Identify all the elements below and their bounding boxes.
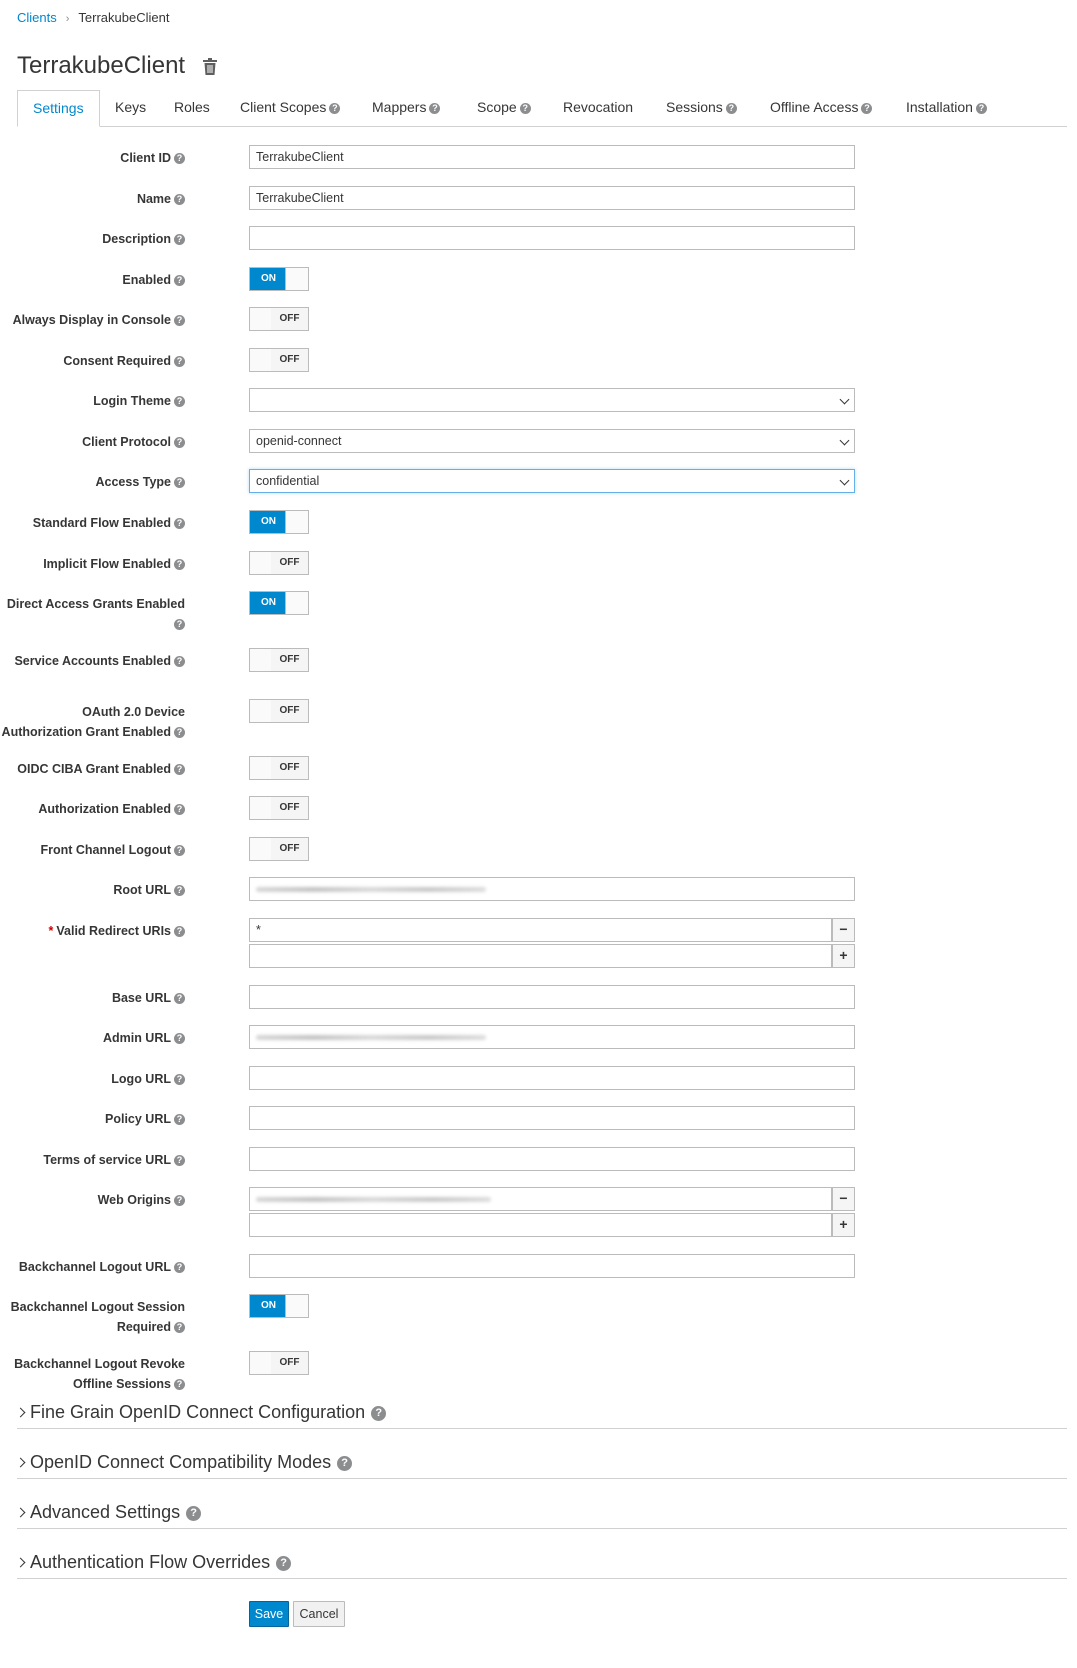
enabled-label: Enabled ?: [122, 271, 185, 290]
access-type-select[interactable]: confidential: [249, 469, 855, 493]
help-icon: ?: [976, 103, 987, 114]
root-url-input[interactable]: [249, 877, 855, 901]
valid-redirect-new-input[interactable]: [249, 944, 832, 968]
tab-label: Keys: [115, 99, 147, 115]
trash-icon[interactable]: [203, 58, 217, 75]
backchannel-url-input[interactable]: [249, 1254, 855, 1278]
help-icon: ?: [371, 1406, 386, 1421]
tos-url-input[interactable]: [249, 1147, 855, 1171]
help-icon: ?: [174, 845, 185, 856]
login-theme-label: Login Theme ?: [93, 392, 185, 411]
remove-origin-button[interactable]: −: [832, 1187, 855, 1211]
client-protocol-select[interactable]: openid-connect: [249, 429, 855, 453]
valid-redirect-input[interactable]: *: [249, 918, 832, 942]
root-url-label: Root URL ?: [113, 881, 185, 900]
base-url-label: Base URL ?: [112, 989, 185, 1008]
always-display-label: Always Display in Console ?: [13, 311, 185, 330]
client-id-input[interactable]: TerrakubeClient: [249, 145, 855, 169]
help-icon: ?: [337, 1456, 352, 1471]
description-input[interactable]: [249, 226, 855, 250]
policy-url-label: Policy URL ?: [105, 1110, 185, 1129]
tab-label: Mappers: [372, 99, 427, 115]
help-icon: ?: [726, 103, 737, 114]
chevron-right-icon: [16, 1508, 26, 1518]
help-icon: ?: [174, 1195, 185, 1206]
oauth-device-label: OAuth 2.0 Device: [82, 705, 185, 719]
admin-url-input[interactable]: [249, 1025, 855, 1049]
redacted-text: [256, 887, 486, 892]
section-auth-flow-overrides[interactable]: [17, 1550, 1067, 1579]
tab-label: Revocation: [563, 99, 634, 115]
access-type-label: Access Type ?: [95, 473, 185, 492]
section-title: Authentication Flow Overrides: [30, 1552, 271, 1572]
backchannel-revoke-label: Backchannel Logout Revoke: [14, 1357, 185, 1371]
consent-required-toggle[interactable]: OFF: [249, 348, 309, 372]
client-id-label: Client ID ?: [120, 149, 185, 168]
tab-keys[interactable]: [115, 90, 146, 125]
tab-label: Scope: [477, 99, 517, 115]
chevron-down-icon: [840, 436, 850, 446]
help-icon: ?: [174, 1114, 185, 1125]
help-icon: ?: [329, 103, 340, 114]
help-icon: ?: [174, 1262, 185, 1273]
redacted-text: [256, 1197, 491, 1202]
help-icon: ?: [174, 559, 185, 570]
client-protocol-label: Client Protocol ?: [82, 433, 185, 452]
cancel-button[interactable]: Cancel: [293, 1601, 345, 1627]
tab-settings[interactable]: [17, 90, 100, 127]
tab-client-scopes[interactable]: [240, 90, 340, 125]
name-input[interactable]: TerrakubeClient: [249, 186, 855, 210]
help-icon: ?: [174, 656, 185, 667]
logo-url-label: Logo URL ?: [111, 1070, 185, 1089]
logo-url-input[interactable]: [249, 1066, 855, 1090]
login-theme-select[interactable]: [249, 388, 855, 412]
section-title: OpenID Connect Compatibility Modes: [30, 1452, 332, 1472]
help-icon: ?: [174, 1322, 185, 1333]
help-icon: ?: [174, 1155, 185, 1166]
help-icon: ?: [174, 1379, 185, 1390]
implicit-flow-toggle[interactable]: OFF: [249, 551, 309, 575]
breadcrumb-clients-link[interactable]: Clients: [17, 10, 57, 25]
admin-url-label: Admin URL ?: [103, 1029, 185, 1048]
consent-required-label: Consent Required ?: [63, 352, 185, 371]
backchannel-session-label: Backchannel Logout Session: [10, 1300, 185, 1314]
standard-flow-toggle[interactable]: ON: [249, 510, 309, 534]
help-icon: ?: [861, 103, 872, 114]
chevron-right-icon: [16, 1458, 26, 1468]
tab-label: Settings: [33, 100, 84, 116]
tab-installation[interactable]: [906, 90, 987, 125]
direct-access-toggle[interactable]: ON: [249, 591, 309, 615]
help-icon: ?: [174, 1033, 185, 1044]
section-oidc-compat[interactable]: [17, 1450, 1067, 1479]
front-channel-label: Front Channel Logout ?: [40, 841, 185, 860]
enabled-toggle[interactable]: ON: [249, 267, 309, 291]
service-accounts-label: Service Accounts Enabled ?: [14, 652, 185, 671]
tab-sessions[interactable]: [666, 90, 737, 125]
add-origin-button[interactable]: +: [832, 1213, 855, 1237]
tab-label: Sessions: [666, 99, 723, 115]
tab-label: Offline Access: [770, 99, 859, 115]
tab-mappers[interactable]: [372, 90, 440, 125]
chevron-down-icon: [840, 476, 850, 486]
section-title: Advanced Settings: [30, 1502, 181, 1522]
base-url-input[interactable]: [249, 985, 855, 1009]
help-icon: ?: [174, 885, 185, 896]
oidc-ciba-toggle[interactable]: OFF: [249, 756, 309, 780]
help-icon: ?: [520, 103, 531, 114]
service-accounts-toggle[interactable]: OFF: [249, 648, 309, 672]
help-icon: ?: [174, 477, 185, 488]
oauth-device-toggle[interactable]: OFF: [249, 699, 309, 723]
authorization-label: Authorization Enabled ?: [38, 800, 185, 819]
tab-revocation[interactable]: [563, 90, 633, 125]
help-icon: ?: [276, 1556, 291, 1571]
backchannel-session-label-2: Required ?: [117, 1318, 185, 1337]
help-icon: ?: [174, 356, 185, 367]
web-origins-label: Web Origins ?: [98, 1191, 185, 1210]
authorization-toggle[interactable]: OFF: [249, 796, 309, 820]
tab-roles[interactable]: [174, 90, 210, 125]
oidc-ciba-label: OIDC CIBA Grant Enabled ?: [17, 760, 185, 779]
tab-label: Roles: [174, 99, 210, 115]
help-icon: ?: [174, 764, 185, 775]
web-origins-new-input[interactable]: [249, 1213, 832, 1237]
tab-bar: [17, 90, 1067, 127]
policy-url-input[interactable]: [249, 1106, 855, 1130]
backchannel-session-toggle[interactable]: ON: [249, 1294, 309, 1318]
help-icon: ?: [174, 1074, 185, 1085]
tab-scope[interactable]: [477, 90, 531, 125]
help-icon: ?: [186, 1506, 201, 1521]
direct-access-label: Direct Access Grants Enabled: [6, 597, 185, 611]
valid-redirect-label: * Valid Redirect URIs ?: [49, 922, 186, 941]
front-channel-toggle[interactable]: OFF: [249, 837, 309, 861]
web-origins-input[interactable]: [249, 1187, 832, 1211]
direct-access-help: [171, 615, 185, 634]
help-icon: ?: [174, 153, 185, 164]
section-fine-grain-oidc[interactable]: [17, 1400, 1067, 1429]
backchannel-revoke-label-2: Offline Sessions ?: [73, 1375, 185, 1394]
backchannel-url-label: Backchannel Logout URL ?: [19, 1258, 185, 1277]
remove-redirect-button[interactable]: −: [832, 918, 855, 942]
help-icon: ?: [174, 993, 185, 1004]
chevron-down-icon: [840, 395, 850, 405]
standard-flow-label: Standard Flow Enabled ?: [33, 514, 185, 533]
save-button[interactable]: Save: [249, 1601, 289, 1627]
help-icon: ?: [174, 926, 185, 937]
chevron-right-icon: [16, 1408, 26, 1418]
oauth-device-label-2: Authorization Grant Enabled ?: [2, 723, 185, 742]
breadcrumb-current: TerrakubeClient: [78, 10, 170, 25]
tos-url-label: Terms of service URL ?: [43, 1151, 185, 1170]
add-redirect-button[interactable]: +: [832, 944, 855, 968]
implicit-flow-label: Implicit Flow Enabled ?: [43, 555, 185, 574]
help-icon: ?: [174, 518, 185, 529]
tab-label: Client Scopes: [240, 99, 327, 115]
help-icon: ?: [174, 234, 185, 245]
chevron-right-icon: [16, 1558, 26, 1568]
help-icon: ?: [174, 275, 185, 286]
page-title: TerrakubeClient: [17, 52, 186, 79]
section-title: Fine Grain OpenID Connect Configuration: [30, 1402, 366, 1422]
section-advanced-settings[interactable]: [17, 1500, 1067, 1529]
backchannel-revoke-toggle[interactable]: OFF: [249, 1351, 309, 1375]
name-label: Name ?: [137, 190, 185, 209]
help-icon: ?: [174, 437, 185, 448]
help-icon: ?: [174, 396, 185, 407]
help-icon: ?: [174, 315, 185, 326]
breadcrumb: [17, 10, 169, 25]
breadcrumb-separator-icon: ›: [65, 13, 70, 25]
required-asterisk: *: [48, 924, 54, 938]
description-label: Description ?: [102, 230, 185, 249]
help-icon: ?: [174, 194, 185, 205]
help-icon: ?: [429, 103, 440, 114]
redacted-text: [256, 1035, 486, 1040]
tab-label: Installation: [906, 99, 973, 115]
help-icon: ?: [174, 804, 185, 815]
help-icon: ?: [174, 619, 185, 630]
tab-offline-access[interactable]: [770, 90, 872, 125]
help-icon: ?: [174, 727, 185, 738]
always-display-toggle[interactable]: OFF: [249, 307, 309, 331]
